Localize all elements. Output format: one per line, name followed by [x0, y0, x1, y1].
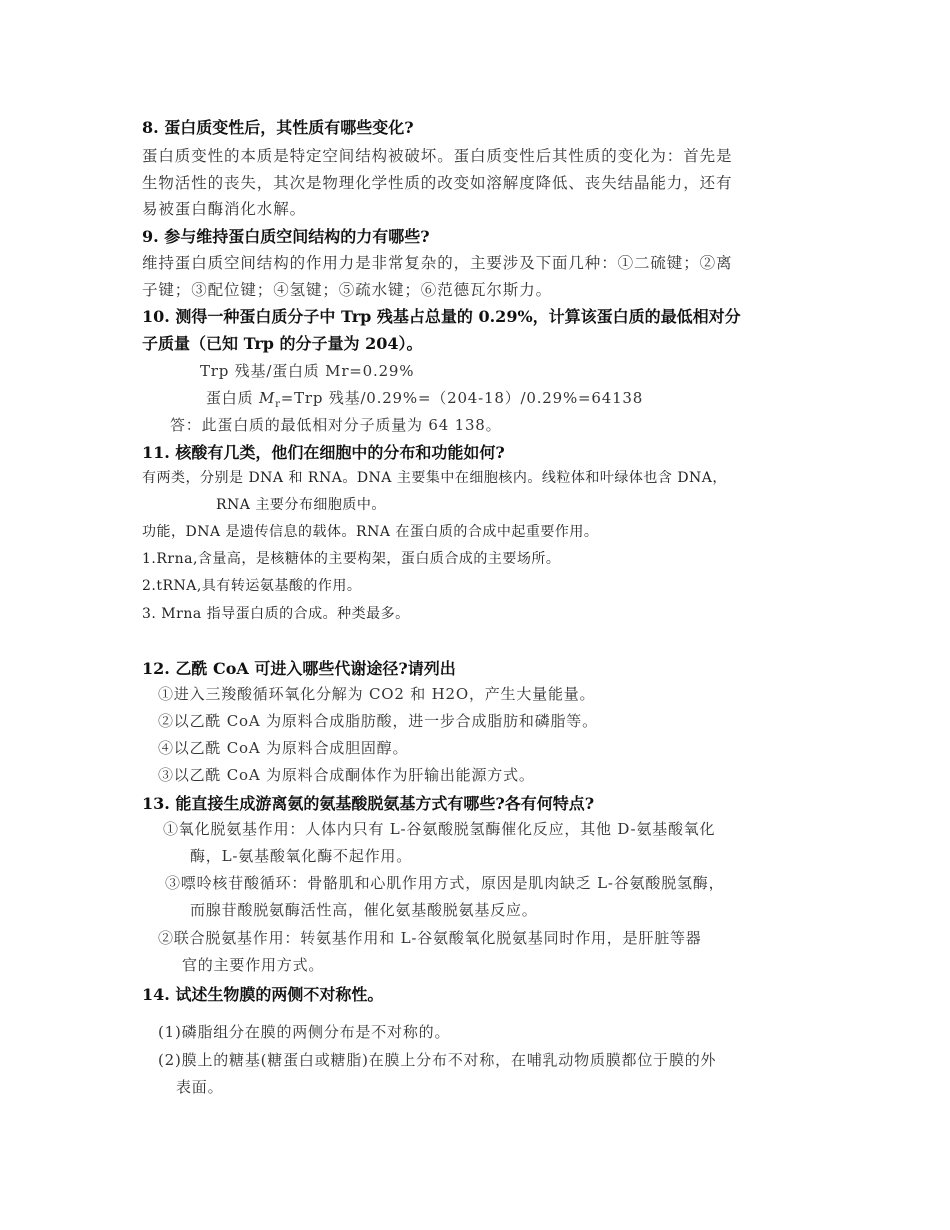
question-14-answer-line: (2)膜上的糖基(糖蛋白或糖脂)在膜上分布不对称，在哺乳动物质膜都位于膜的外 — [158, 1051, 717, 1069]
question-12-title: 12. 乙酰 CoA 可进入哪些代谢途径?请列出 — [142, 659, 456, 678]
question-8-title: 8. 蛋白质变性后，其性质有哪些变化? — [142, 118, 414, 137]
question-14-answer-line: 表面。 — [176, 1078, 224, 1096]
question-13-answer-line: 官的主要作用方式。 — [182, 956, 325, 974]
question-13-answer-line: ③嘌呤核苷酸循环：骨骼肌和心肌作用方式，原因是肌肉缺乏 L-谷氨酸脱氢酶， — [165, 874, 725, 892]
question-13-answer-line: 酶，L-氨基酸氧化酶不起作用。 — [190, 847, 413, 865]
question-12-answer-line: ④以乙酰 CoA 为原料合成胆固醇。 — [158, 739, 409, 757]
question-14-answer-line: (1)磷脂组分在膜的两侧分布是不对称的。 — [158, 1023, 451, 1041]
question-11-answer-line: 3. Mrna 指导蛋白质的合成。种类最多。 — [142, 606, 410, 622]
question-9-title: 9. 参与维持蛋白质空间结构的力有哪些? — [142, 227, 430, 246]
question-11-answer-line: 功能，DNA 是遗传信息的载体。RNA 在蛋白质的合成中起重要作用。 — [142, 524, 599, 540]
question-13-answer-line: ②联合脱氨基作用：转氨基作用和 L-谷氨酸氧化脱氨基同时作用，是肝脏等器 — [158, 929, 702, 947]
question-12-answer-line: ③以乙酰 CoA 为原料合成酮体作为肝输出能源方式。 — [158, 766, 535, 784]
question-12-answer-line: ①进入三羧酸循环氧化分解为 CO2 和 H2O，产生大量能量。 — [158, 685, 596, 703]
question-13-title: 13. 能直接生成游离氨的氨基酸脱氨基方式有哪些?各有何特点? — [142, 794, 595, 813]
question-11-answer-line: 1.Rrna,含量高，是核糖体的主要构架，蛋白质合成的主要场所。 — [142, 551, 561, 567]
question-14-title: 14. 试述生物膜的两侧不对称性。 — [142, 985, 384, 1004]
question-13-answer-line: 而腺苷酸脱氨酶活性高，催化氨基酸脱氨基反应。 — [190, 901, 538, 919]
question-9-answer-line: 子键；③配位键；④氢键；⑤疏水键；⑥范德瓦尔斯力。 — [142, 281, 553, 299]
question-10-answer: 答：此蛋白质的最低相对分子质量为 64 138。 — [170, 416, 502, 434]
question-10-formula: Trp 残基/蛋白质 Mr=0.29% — [200, 362, 415, 380]
question-13-answer-line: ①氧化脱氨基作用：人体内只有 L-谷氨酸脱氢酶催化反应，其他 D-氨基酸氧化 — [163, 820, 716, 838]
question-12-answer-line: ②以乙酰 CoA 为原料合成脂肪酸，进一步合成脂肪和磷脂等。 — [158, 712, 598, 730]
question-10-title-cont: 子质量（已知 Trp 的分子量为 204）。 — [142, 334, 423, 353]
question-11-answer-line: 2.tRNA,具有转运氨基酸的作用。 — [142, 578, 362, 594]
question-8-answer-line: 蛋白质变性的本质是特定空间结构被破坏。蛋白质变性后其性质的变化为：首先是 — [142, 147, 733, 165]
question-11-title: 11. 核酸有几类，他们在细胞中的分布和功能如何? — [142, 443, 505, 462]
question-11-answer-line: RNA 主要分布细胞质中。 — [216, 497, 386, 513]
question-10-title: 10. 测得一种蛋白质分子中 Trp 残基占总量的 0.29%，计算该蛋白质的最低相对分 — [142, 307, 741, 326]
question-8-answer-line: 易被蛋白酶消化水解。 — [142, 200, 307, 218]
question-10-formula-calc: 蛋白质 $M_r=Trp$ 残基/0.29%=（204-18）/0.29%=64138 — [206, 389, 644, 410]
question-8-answer-line: 生物活性的丧失，其次是物理化学性质的改变如溶解度降低、丧失结晶能力，还有 — [142, 174, 733, 192]
question-11-answer-line: 有两类，分别是 DNA 和 RNA。DNA 主要集中在细胞核内。线粒体和叶绿体也含 DNA， — [142, 470, 727, 486]
question-9-answer-line: 维持蛋白质空间结构的作用力是非常复杂的，主要涉及下面几种：①二硫键；②离 — [142, 254, 733, 272]
